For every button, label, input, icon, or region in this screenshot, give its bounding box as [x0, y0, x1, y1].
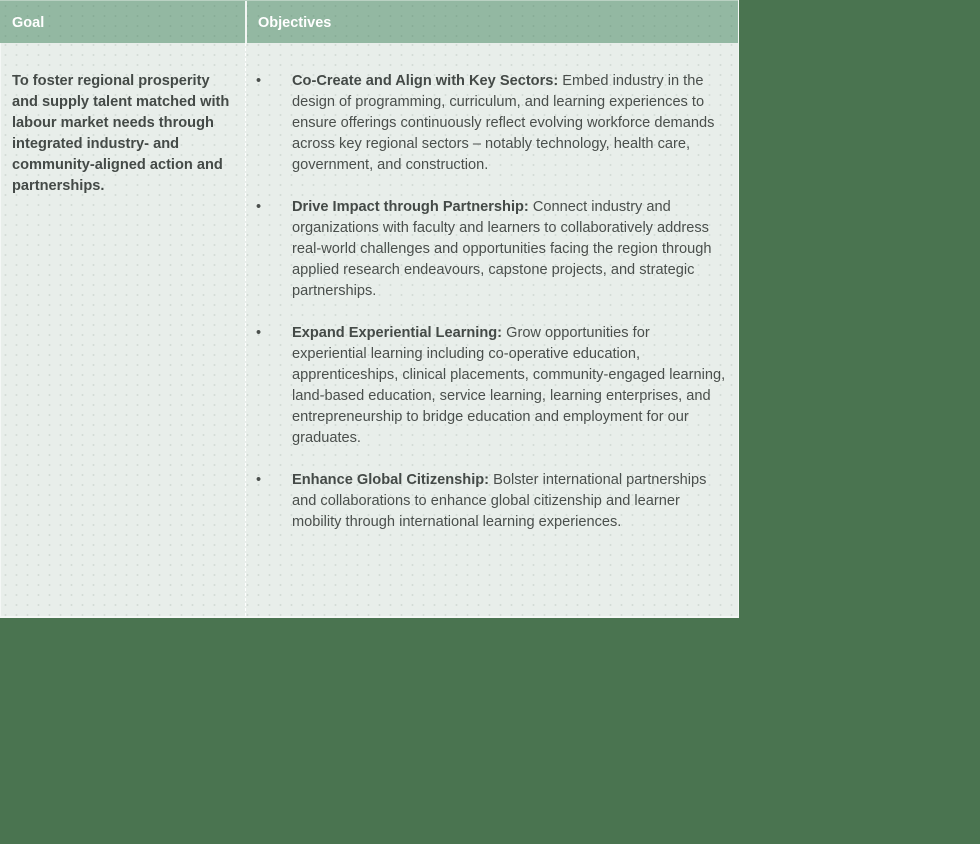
bullet-icon: • [256, 73, 262, 89]
objectives-list [256, 71, 728, 554]
table-left-border [0, 43, 1, 616]
bullet-icon: • [256, 199, 262, 215]
table-header-row [0, 0, 738, 43]
objective-text: Bolster international partnerships and collaborations to enhance global citizenship and learner mobility through international learning experiences. [292, 472, 707, 530]
objective-text: Grow opportunities for experiential learning including co-operative education, apprenticeships, clinical placements, community-engaged learning, land-based education, service learning, learning enterprises, and entrepreneurship to bridge education and employment for our graduates. [292, 325, 726, 446]
objective-item [256, 323, 728, 449]
objective-item [256, 197, 728, 302]
goal-statement: To foster regional prosperity and supply talent matched with labour market needs through integrated industry- and community-aligned action and partnerships. [12, 73, 230, 194]
objective-title: Drive Impact through Partnership: [292, 199, 529, 215]
column-header-goal: Goal [12, 15, 45, 31]
objective-text: Embed industry in the design of programming, curriculum, and learning experiences to ensure offerings continuously reflect evolving workforce demands across key regional sectors – notably technology, health care, government, and construction. [292, 73, 715, 173]
objective-title: Co-Create and Align with Key Sectors: [292, 73, 559, 89]
column-header-objectives: Objectives [258, 15, 332, 31]
bullet-icon: • [256, 325, 262, 341]
objective-title: Expand Experiential Learning: [292, 325, 503, 341]
objective-item [256, 470, 728, 533]
objective-item [256, 71, 728, 176]
objective-title: Enhance Global Citizenship: [292, 472, 490, 488]
column-divider [245, 1, 247, 44]
objective-text: Connect industry and organizations with faculty and learners to collaboratively address real-world challenges and opportunities facing the region through applied research endeavours, capstone projects, and strategic partnerships. [292, 199, 712, 299]
bullet-icon: • [256, 472, 262, 488]
column-divider-dashed [245, 43, 246, 616]
